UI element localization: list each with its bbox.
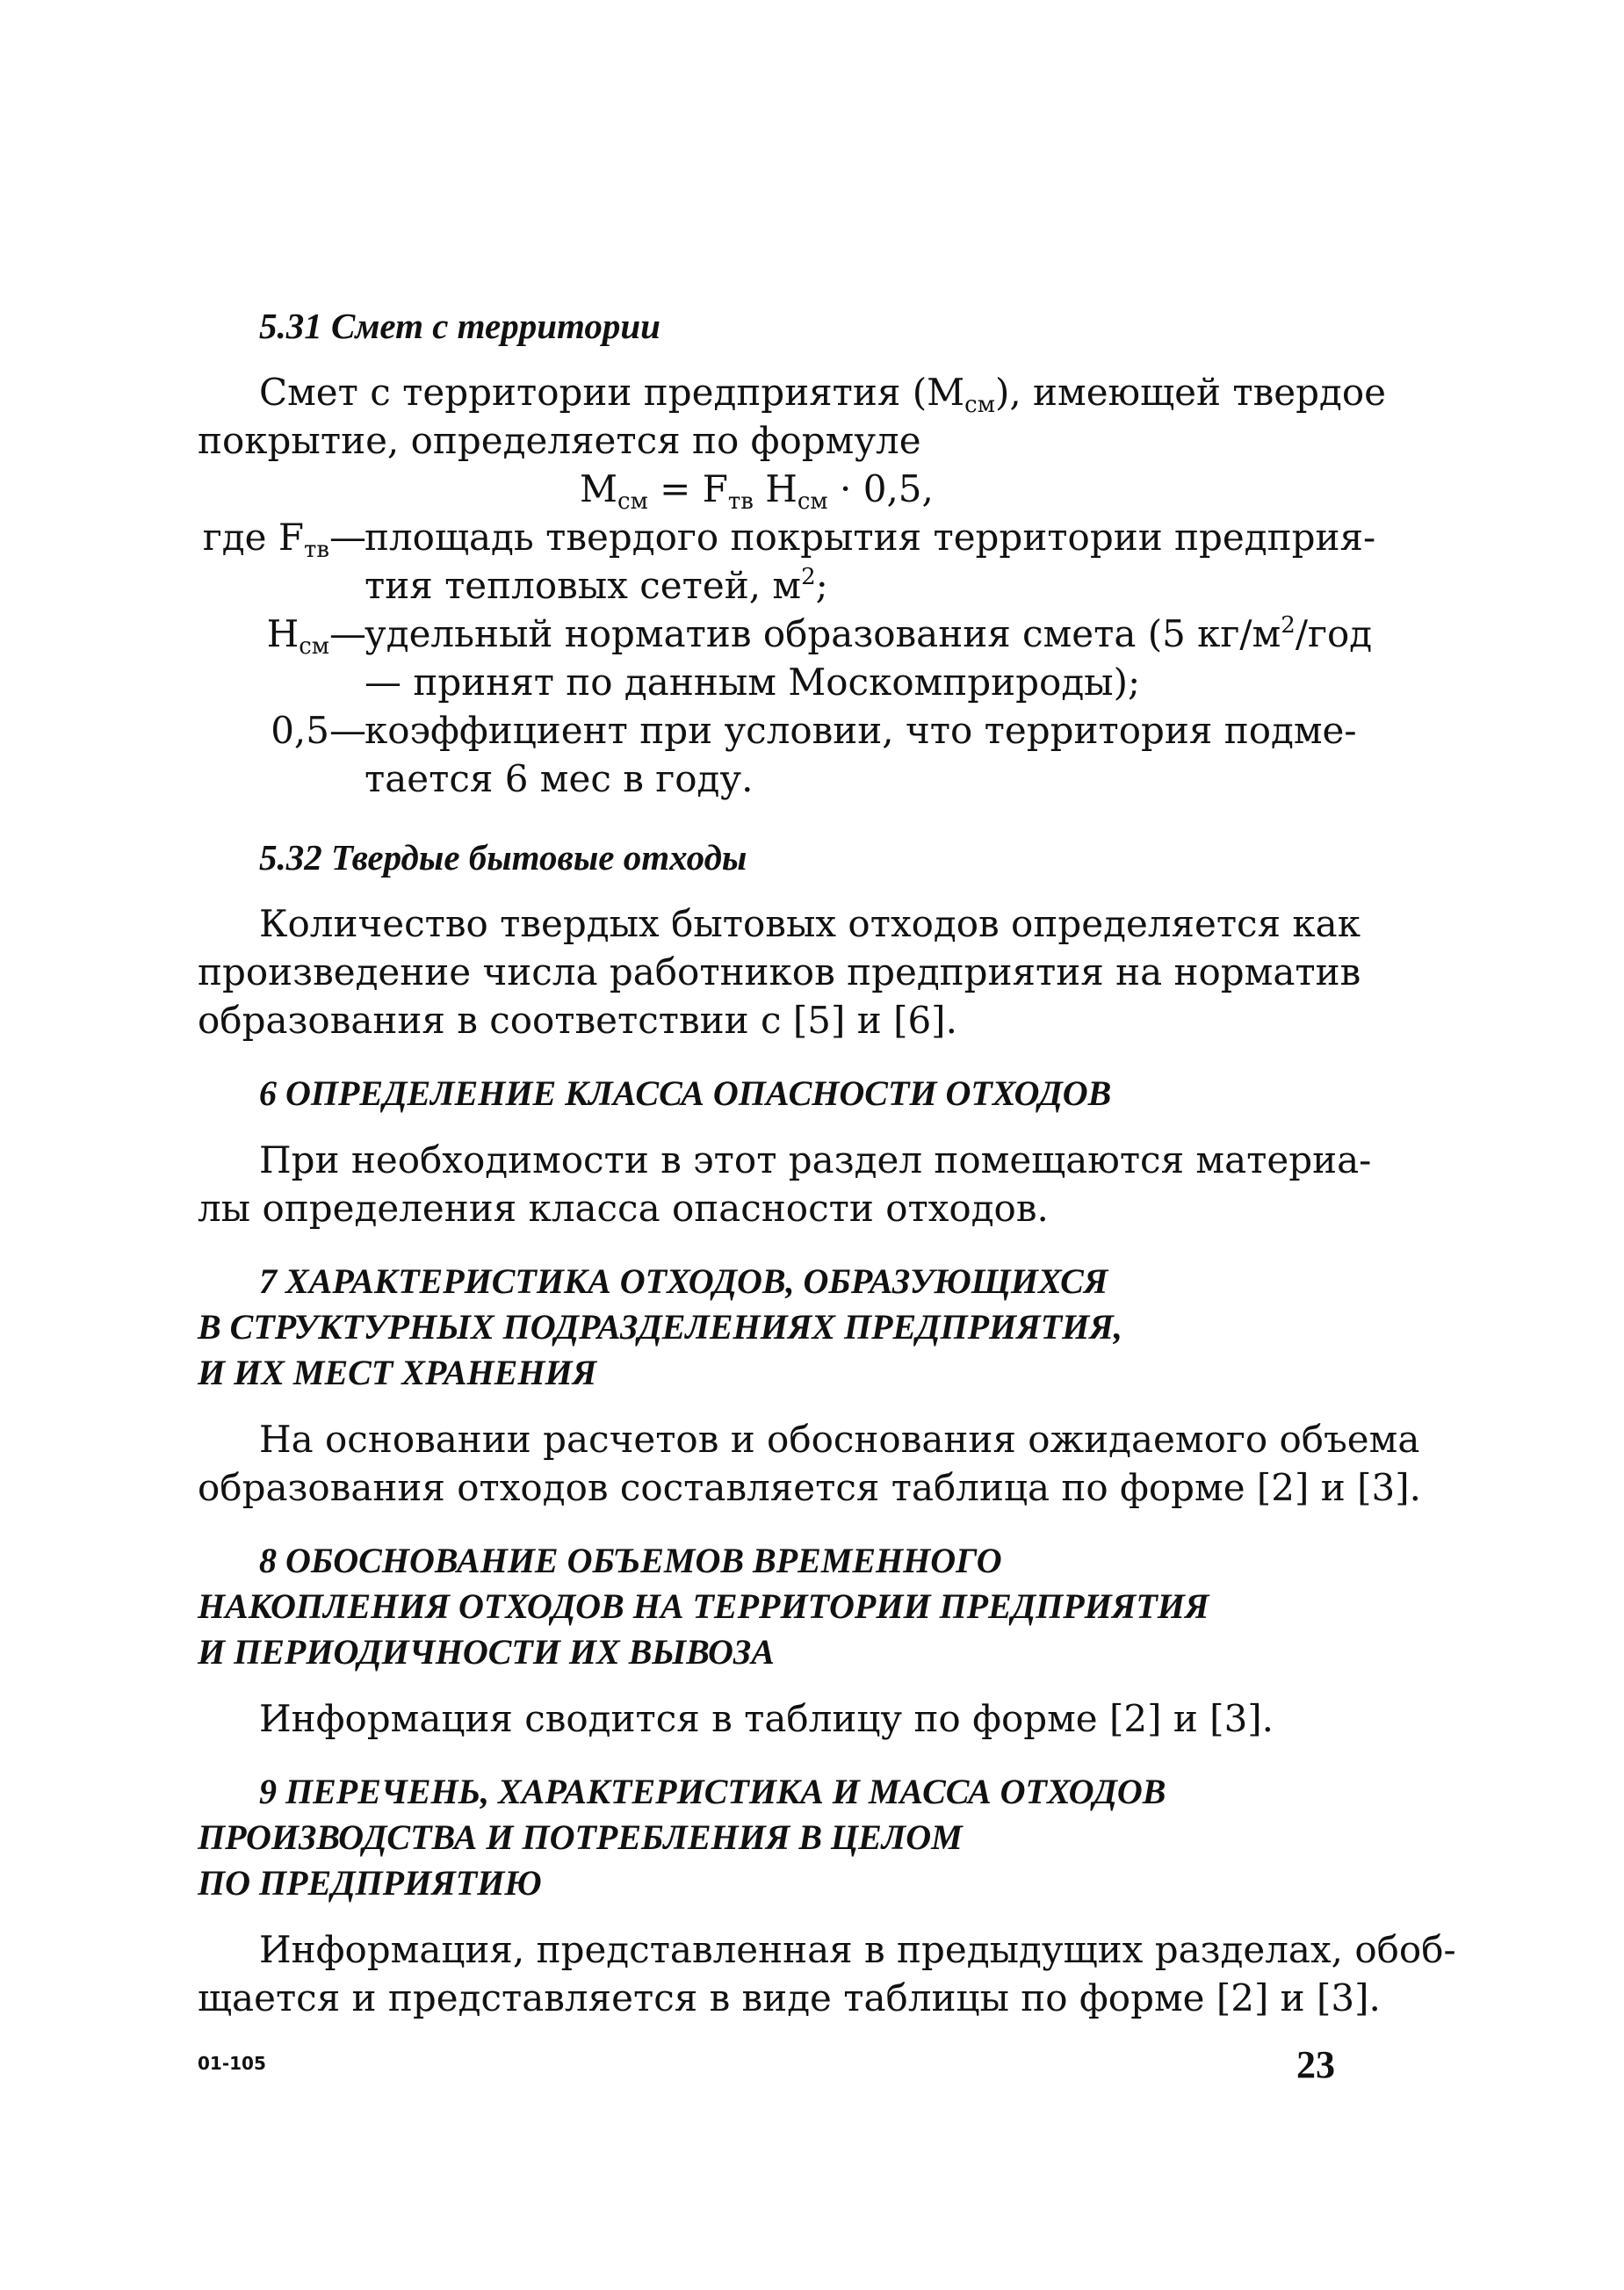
where-dash: — [329,612,366,655]
where-dash: — [329,516,366,559]
paragraph-5-32: Количество твердых бытовых отходов определяется как произведение числа работников предприятия на норматив образования в соответствии с [5] и [6]. [198,902,1361,1042]
section-heading-7: 7 ХАРАКТЕРИСТИКА ОТХОДОВ, ОБРАЗУЮЩИХСЯ В СТРУКТУРНЫХ ПОДРАЗДЕЛЕНИЯХ ПРЕДПРИЯТИЯ, И ИХ МЕСТ ХРАНЕНИЯ [198,1261,1122,1392]
where-definition: площадь твердого покрытия территории предприя- тия тепловых сетей, $м^2$; [364,516,1376,607]
where-row-coef [198,706,1357,803]
where-definition: коэффициент при условии, что территория подме- тается 6 мес в году. [364,709,1357,800]
where-row-ftv [198,513,1376,610]
paragraph-line: покрытие, определяется по формуле [198,419,921,462]
document-page [198,303,1456,2022]
where-symbol: 0,5 [271,709,329,752]
paragraph-7: На основании расчетов и обоснования ожидаемого объема образования отходов составляется таблица по форме [2] и [3]. [198,1418,1421,1509]
section-heading-5-32: 5.32 Твердые бытовые отходы [259,837,747,878]
paragraph-5-31 [198,368,1386,465]
where-dash: — [329,709,366,752]
page-footer [198,2042,1335,2095]
where-explanation [198,513,1376,803]
formula: $М_{см} = F_{тв}$ $Н_{см} \cdot 0,5$, [580,467,934,515]
section-heading-9: 9 ПЕРЕЧЕНЬ, ХАРАКТЕРИСТИКА И МАССА ОТХОДОВ ПРОИЗВОДСТВА И ПОТРЕБЛЕНИЯ В ЦЕЛОМ ПО ПРЕДПРИЯТИЮ [198,1772,1166,1903]
where-symbol: $Н_{см}$ [266,612,329,660]
where-symbol: где $F_{тв}$ [202,516,329,563]
paragraph-line: Смет с территории предприятия $(М_{см})$, имеющей твердое [259,371,1386,418]
paragraph-8: Информация сводится в таблицу по форме [2] и [3]. [259,1697,1274,1740]
page-number: 23 [1296,2043,1335,2086]
section-heading-8: 8 ОБОСНОВАНИЕ ОБЪЕМОВ ВРЕМЕННОГО НАКОПЛЕНИЯ ОТХОДОВ НА ТЕРРИТОРИИ ПРЕДПРИЯТИЯ И ПЕРИОДИЧНОСТИ ИХ ВЫВОЗА [198,1541,1209,1672]
print-code: 01-105 [198,2053,266,2074]
where-row-hsm [198,610,1373,706]
section-heading-6: 6 ОПРЕДЕЛЕНИЕ КЛАССА ОПАСНОСТИ ОТХОДОВ [259,1073,1112,1113]
paragraph-6: При необходимости в этот раздел помещаются материа- лы определения класса опасности отходов. [198,1138,1372,1230]
where-definition: удельный норматив образования смета (5 $кг/м^2$/год — принят по данным Москомприроды); [364,612,1373,704]
section-heading-5-31: 5.31 Смет с территории [259,306,660,346]
paragraph-9: Информация, представленная в предыдущих разделах, обоб- щается и представляется в виде таблицы по форме [2] и [3]. [198,1928,1456,2019]
